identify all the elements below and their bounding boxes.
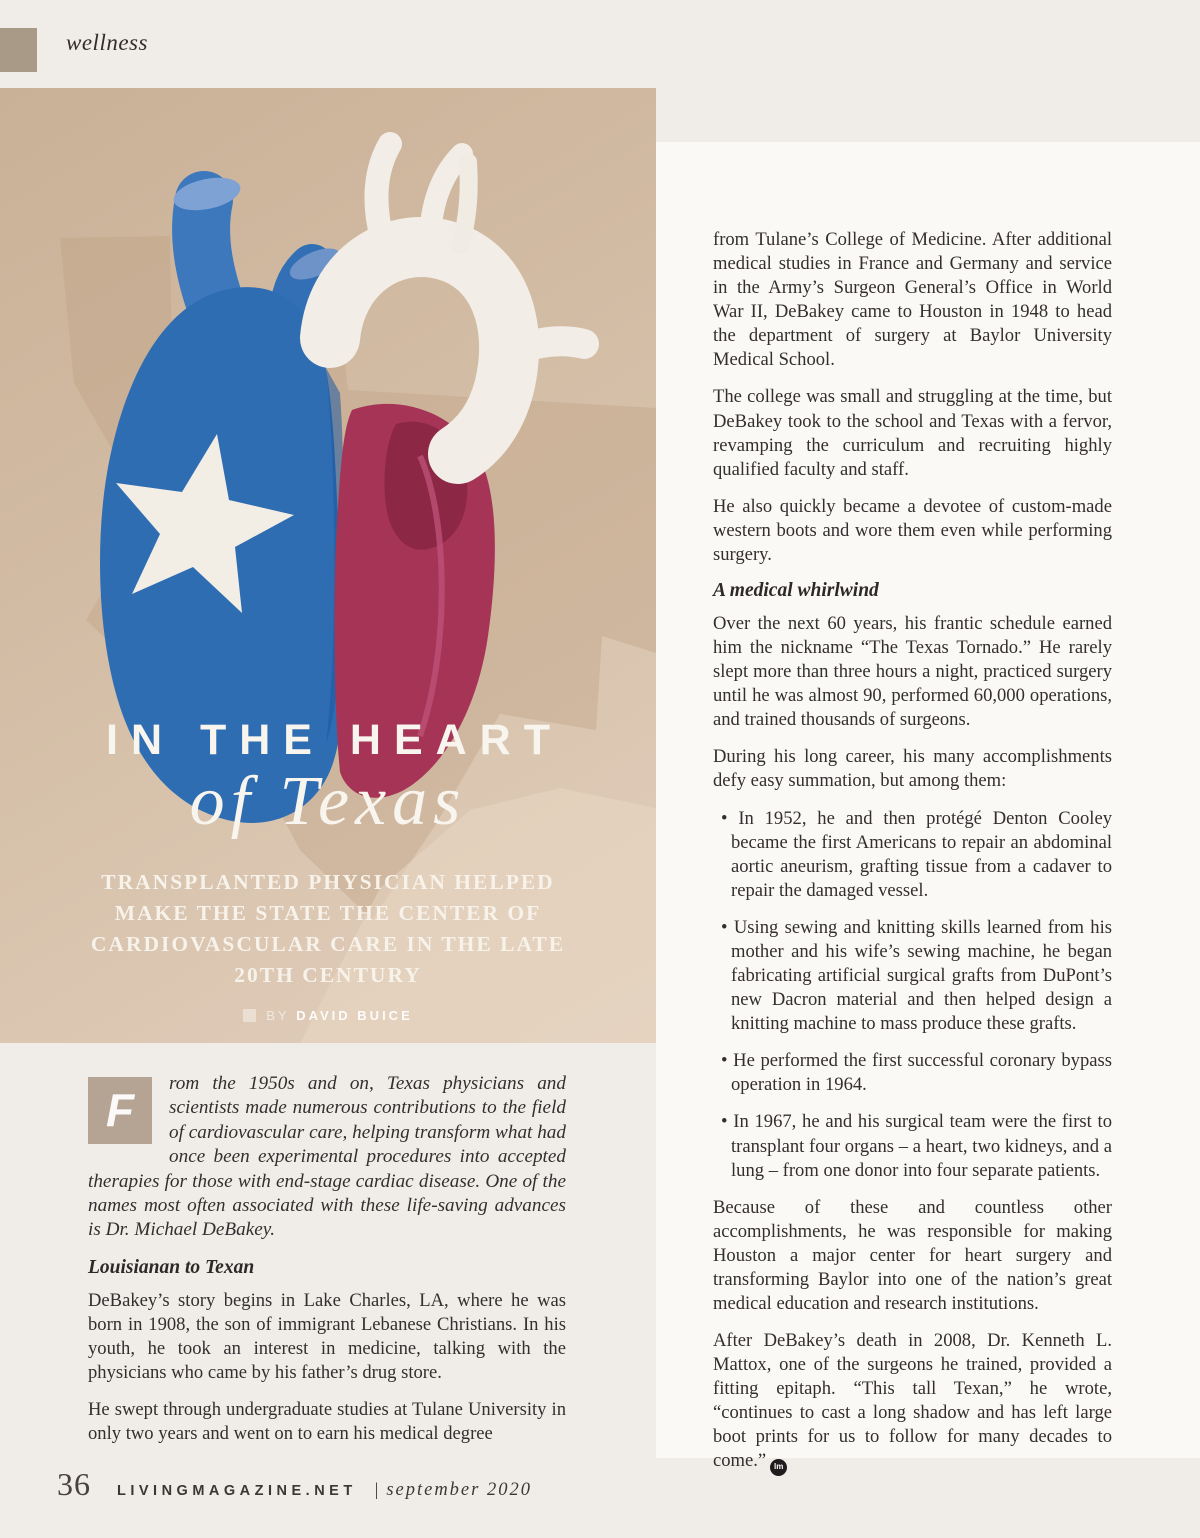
paragraph: He swept through undergraduate studies at Tulane University in only two years and went on to earn his medical degree (88, 1398, 566, 1445)
paragraph: He also quickly became a devotee of custom-made western boots and wore them even while performing surgery. (713, 495, 1112, 565)
subheading-louisianan-to-texan: Louisianan to Texan (88, 1256, 255, 1278)
paragraph: During his long career, his many accomplishments defy easy summation, but among them: (713, 746, 1112, 792)
paragraph: from Tulane’s College of Medicine. After additional medical studies in France and Germany and service in the Army’s Surgeon General’s Office in World War II, DeBakey came to Houston in 1948 to head the department of surgery at Baylor University Medical School. (713, 229, 1112, 371)
header-rule (37, 69, 1111, 71)
article-subtitle: TRANSPLANTED PHYSICIAN HELPED MAKE THE STATE THE CENTER OF CARDIOVASCULAR CARE IN THE LATE 20TH CENTURY (90, 870, 566, 987)
footer-separator: | (374, 1479, 379, 1499)
paragraph: The college was small and struggling at the time, but DeBakey took to the school and Texas with a fervor, revamping the curriculum and recruiting highly qualified faculty and staff. (713, 386, 1112, 480)
byline-author: DAVID BUICE (296, 1008, 413, 1023)
closing-paragraph (713, 1329, 1112, 1476)
hero-text-block (0, 716, 656, 1023)
byline (0, 1008, 656, 1023)
left-column (88, 1072, 566, 1459)
byline-square-icon (243, 1009, 256, 1022)
intro-paragraph (88, 1072, 566, 1243)
paragraph: DeBakey’s story begins in Lake Charles, LA, where he was born in 1908, the son of immigrant Lebanese Christians. In his youth, he took an interest in medicine, talking with the physicians who came by his father’s drug store. (88, 1289, 566, 1383)
subheading-a-medical-whirlwind: A medical whirlwind (713, 580, 879, 602)
hero-image (0, 88, 656, 1043)
paragraph: Over the next 60 years, his frantic schedule earned him the nickname “The Texas Tornado.” He rarely slept more than three hours a night, practiced surgery until he was almost 90, performed 60,000 operations, and trained thousands of surgeons. (713, 613, 1112, 731)
right-column (713, 228, 1112, 1489)
footer-issue-date: september 2020 (386, 1480, 532, 1500)
bullet-item: • In 1952, he and then protégé Denton Cooley became the first Americans to repair an abdominal aortic aneurism, grafting tissue from a cadaver to repair the damaged vessel. (721, 807, 1112, 901)
bullet-item: • Using sewing and knitting skills learned from his mother and his wife’s sewing machine, he began fabricating artificial surgical grafts from DuPont’s new Dacron material and then helped design a knitting machine to mass produce these grafts. (721, 916, 1112, 1035)
intro-text: rom the 1950s and on, Texas physicians and scientists made numerous contributions to the field of cardiovascular care, helping transform what had once been experimental procedures into accepted therapies for those with end-stage cardiac disease. One of the names most often associated with these life-saving advances is Dr. Michael DeBakey. (88, 1073, 566, 1241)
article-title-line1: IN THE HEART (106, 716, 563, 764)
section-label: wellness (66, 30, 148, 55)
bullet-item: • In 1967, he and his surgical team were the first to transplant four organs – a heart, two kidneys, and a lung – from one donor into four separate patients. (721, 1111, 1112, 1181)
bullet-item: • He performed the first successful coronary bypass operation in 1964. (721, 1050, 1112, 1096)
paragraph: Because of these and countless other accomplishments, he was responsible for making Houston a major center for heart surgery and transforming Baylor into one of the nation’s great medical education and research institutions. (713, 1196, 1112, 1314)
byline-prefix: BY (266, 1008, 290, 1023)
page-footer (57, 1466, 532, 1503)
header-accent-square (0, 28, 37, 72)
page-number: 36 (57, 1466, 91, 1502)
footer-site-url: LIVINGMAGAZINE.NET (117, 1483, 357, 1499)
closing-text: After DeBakey’s death in 2008, Dr. Kenneth L. Mattox, one of the surgeons he trained, provided a fitting epitaph. “This tall Texan,” he wrote, “continues to cast a long shadow and has left large boot prints for us to follow for many decades to come.” (713, 1330, 1112, 1472)
article-title-line2: of Texas (189, 763, 467, 840)
dropcap: F (88, 1077, 152, 1144)
end-mark-logo: lm (770, 1459, 787, 1476)
